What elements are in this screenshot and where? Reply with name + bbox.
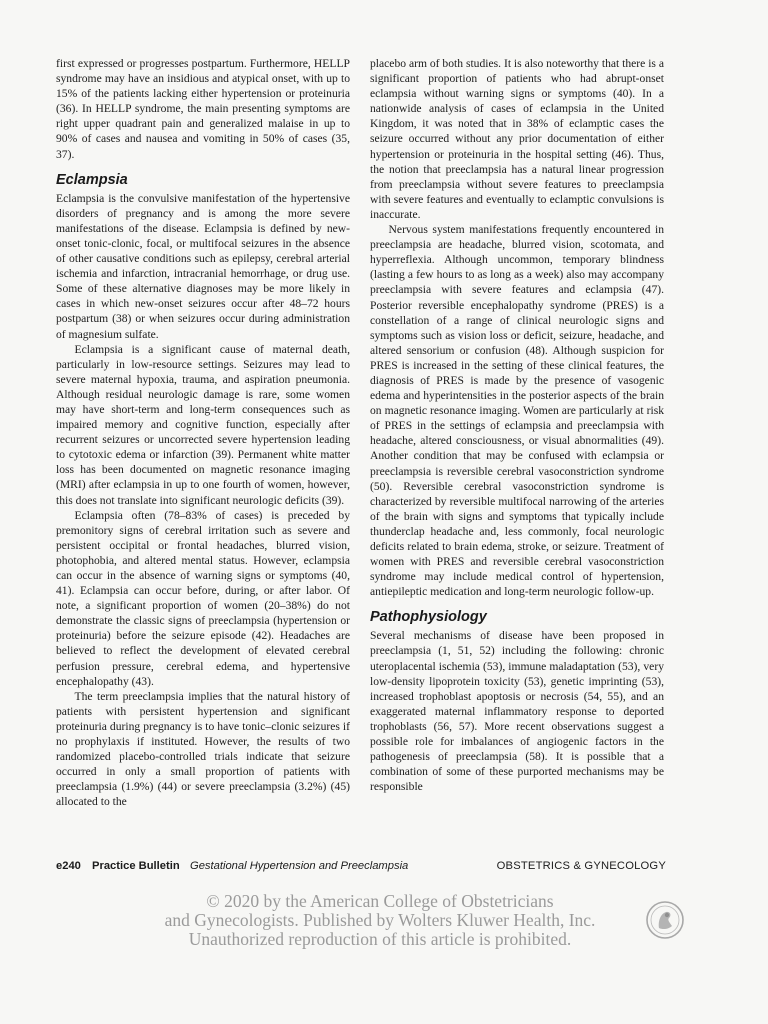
copyright-line-2: and Gynecologists. Published by Wolters Kluwer Health, Inc. <box>164 910 596 930</box>
right-column <box>370 56 664 794</box>
footer-title: Gestational Hypertension and Preeclampsia <box>190 860 409 872</box>
left-column <box>56 56 350 810</box>
footer-journal: OBSTETRICS & GYNECOLOGY <box>496 860 666 872</box>
page-number: e240 <box>56 860 81 872</box>
paragraph-hellp-continued: first expressed or progresses postpartum. Furthermore, HELLP syndrome may have an insidious and atypical onset, with up to 15% of the patients lacking either hypertension or proteinuria (36). In HELLP syndrome, the main presenting symptoms are right upper quadrant pain and generalized malaise in up to 90% of cases and nausea and vomiting in 50% of cases (35, 37). <box>56 57 350 161</box>
heading-pathophysiology: Pathophysiology <box>370 609 487 626</box>
paragraph-placebo-continued: placebo arm of both studies. It is also noteworthy that there is a significant proportion of patients who had abrupt-onset eclampsia without warning signs or symptoms (40). In a nationwide analysis of cases of eclampsia in the United Kingdom, it was noted that in 38% of eclamptic cases the seizure occurred without any prior documentation of either hypertension or proteinuria in the hospital setting (46). Thus, the notion that preeclampsia has a natural linear progression from preeclampsia without severe features to preeclampsia with severe features and eventually to eclamptic convulsions is inaccurate. <box>370 57 664 221</box>
copyright-watermark <box>130 892 630 949</box>
paragraph-eclampsia-definition: Eclampsia is the convulsive manifestation of the hypertensive disorders of pregnancy and is among the more severe manifestations of the disease. Eclampsia is defined by new-onset tonic-clonic, focal, or multifocal seizures in the absence of other causative conditions such as epilepsy, cerebral arterial ischemia and infarction, intracranial hemorrhage, or drug use. Some of these alternative diagnoses may be more likely in cases in which new-onset seizures occur after 48–72 hours postpartum (38) or when seizures occur during administration of magnesium sulfate. <box>56 191 350 341</box>
footer-series: Practice Bulletin <box>92 860 180 872</box>
paragraph-eclampsia-signs: Eclampsia often (78–83% of cases) is preceded by premonitory signs of cerebral irritation such as severe and persistent occipital or frontal headaches, blurred vision, photophobia, and altered mental status. However, eclampsia can occur in the absence of warning signs or symptoms (40, 41). Eclampsia can occur before, during, or after labor. Of note, a significant proportion of women (20–38%) do not demonstrate the classic signs of preeclampsia (hypertension or proteinuria) before the seizure episode (42). Headaches are believed to reflect the development of elevated cerebral perfusion pressure, cerebral edema, and hypertensive encephalopathy (43). <box>56 508 350 688</box>
heading-eclampsia: Eclampsia <box>56 171 128 188</box>
copyright-line-3: Unauthorized reproduction of this article is prohibited. <box>188 929 572 949</box>
acog-seal-icon <box>645 900 685 940</box>
paragraph-preeclampsia-term: The term preeclampsia implies that the natural history of patients with persistent hypertension and significant proteinuria during pregnancy is to have tonic–clonic seizures if no prophylaxis if instituted. However, the results of two randomized placebo-controlled trials indicate that seizure occurred in only a small proportion of patients with preeclampsia (1.9%) (44) or severe preeclampsia (3.2%) (45) allocated to the <box>56 689 350 809</box>
paragraph-pathophysiology: Several mechanisms of disease have been proposed in preeclampsia (1, 51, 52) including the following: chronic uteroplacental ischemia (53), immune maladaptation (53), very low-density lipoprotein toxicity (53), genetic imprinting (53), increased trophoblast apoptosis or necrosis (54, 55), and an exaggerated maternal inflammatory response to deported trophoblasts (56, 57). More recent observations suggest a possible role for imbalances of angiogenic factors in the pathogenesis of preeclampsia (58). It is possible that a combination of some of these purported mechanisms may be responsible <box>370 629 664 794</box>
paragraph-nervous-system: Nervous system manifestations frequently encountered in preeclampsia are headache, blurred vision, scotomata, and hyperreflexia. Although uncommon, temporary blindness (lasting a few hours to as long as a week) also may accompany preeclampsia with severe features and eclampsia (47). Posterior reversible encephalopathy syndrome (PRES) is a constellation of a range of clinical neurologic signs and symptoms such as vision loss or deficit, seizure, headache, and altered sensorium or confusion (48). Although suspicion for PRES is increased in the setting of these clinical features, the diagnosis of PRES is made by the presence of vasogenic edema and hyperintensities in the posterior aspects of the brain on magnetic resonance imaging. Women are particularly at risk of PRES in the settings of eclampsia and preeclampsia with headache, altered consciousness, or visual abnormalities (49). Another condition that may be confused with eclampsia or preeclampsia is reversible cerebral vasoconstriction syndrome (50). Reversible cerebral vasoconstriction syndrome is characterized by reversible multifocal narrowing of the arteries of the brain with signs and symptoms that typically include thunderclap headache and, less commonly, focal neurologic deficits related to brain edema, stroke, or seizure. Treatment of women with PRES and reversible cerebral vasoconstriction syndrome may include medical control of hypertension, antiepileptic medication and long-term neurologic follow-up. <box>370 223 664 599</box>
copyright-line-1: © 2020 by the American College of Obstetricians <box>206 891 554 911</box>
page-footer <box>56 860 666 878</box>
paragraph-eclampsia-mortality: Eclampsia is a significant cause of maternal death, particularly in low-resource settings. Seizures may lead to severe maternal hypoxia, trauma, and aspiration pneumonia. Although residual neurologic damage is rare, some women may have short-term and long-term consequences such as impaired memory and cognitive function, especially after recurrent seizures or uncorrected severe hypertension leading to cytotoxic edema or infarction (39). Permanent white matter loss has been documented on magnetic resonance imaging (MRI) after eclampsia in up to one fourth of women, however, this does not translate into significant neurologic deficits (39). <box>56 342 350 507</box>
